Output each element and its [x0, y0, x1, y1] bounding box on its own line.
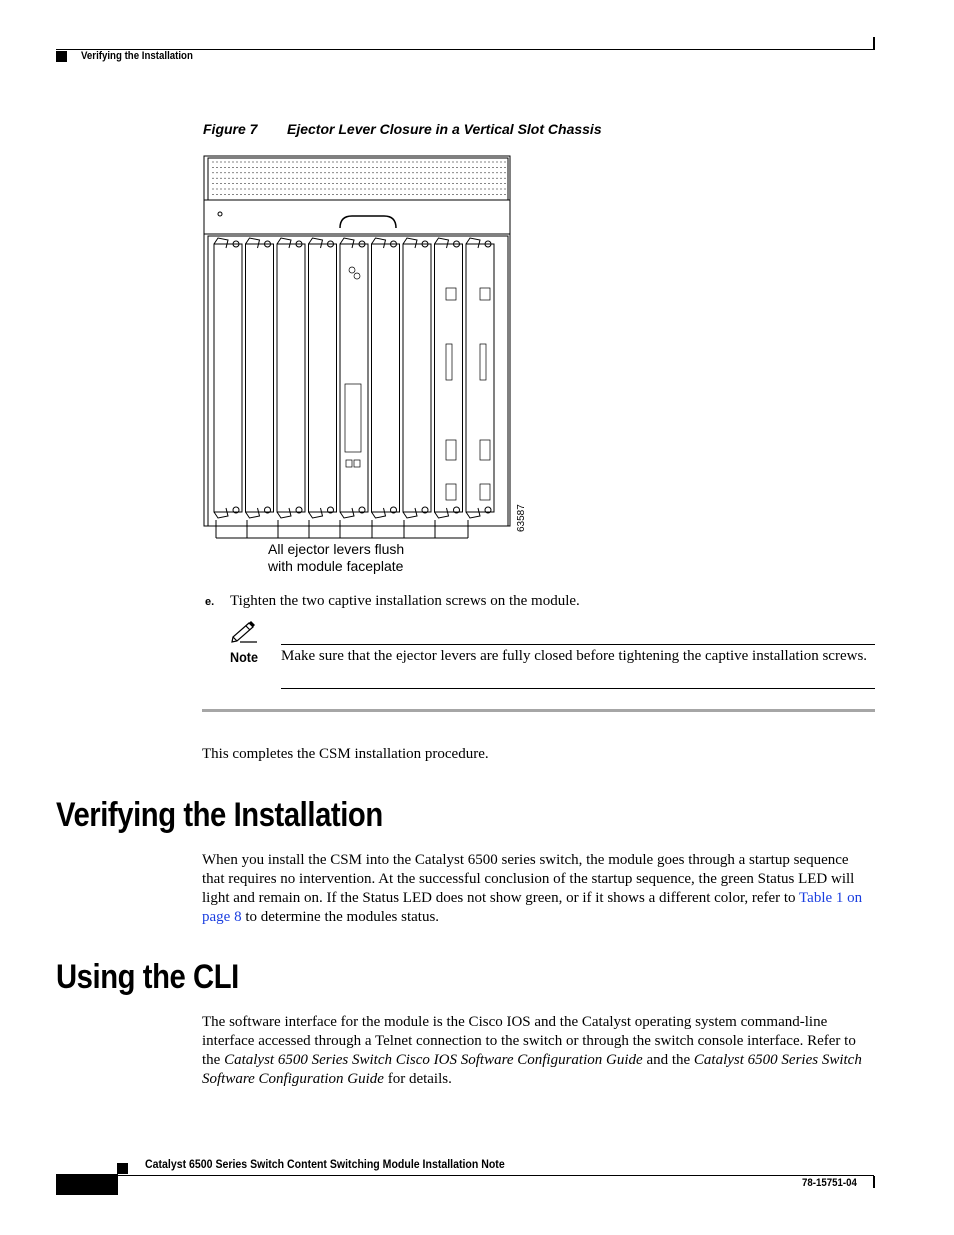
module-slot: [372, 238, 400, 518]
note-label: Note: [230, 649, 259, 665]
footer-doc-number: 78-15751-04: [802, 1177, 857, 1189]
fan-grille: [208, 158, 508, 200]
cli-text-1: The software interface for the module is the Cisco IOS and the Catalyst operating system command-line interface accessed through a Telnet connection to the switch or through the switch console interface. Refer to the: [202, 1014, 856, 1068]
module-slot: [435, 238, 463, 518]
cli-guide-title-2: Catalyst 6500 Series Switch Software Configuration Guide: [202, 1052, 862, 1087]
cli-text-3: for details.: [383, 1071, 452, 1087]
callout-line-1: All ejector levers flush: [268, 541, 405, 557]
footer-page-number: 20: [76, 1176, 92, 1192]
cli-paragraph: [202, 1013, 874, 1089]
heading-verifying-installation: Verifying the Installation: [56, 796, 383, 834]
header-marker: [56, 51, 67, 62]
chassis-handle: [340, 216, 396, 228]
procedure-end-rule: [202, 709, 875, 712]
callout-bracket: [216, 520, 468, 538]
figure-caption: [203, 121, 602, 137]
module-slot: [403, 238, 431, 518]
figure-title: Ejector Lever Closure in a Vertical Slot Chassis: [287, 121, 602, 137]
footer-rule: [117, 1175, 874, 1176]
verify-paragraph: [202, 851, 874, 927]
figure-number: Figure 7: [203, 121, 258, 137]
module-slot: [340, 238, 368, 518]
module-slot: [277, 238, 305, 518]
supervisor-module-details: [345, 267, 490, 500]
fan-grille-holes: [212, 162, 506, 194]
chassis-outline: [204, 156, 510, 526]
verify-text-2: to determine the modules status.: [241, 909, 440, 925]
figure-callout: [268, 541, 404, 575]
callout-line-2: with module faceplate: [268, 558, 404, 574]
note-text: Make sure that the ejector levers are fully closed before tightening the captive installation screws.: [281, 648, 868, 664]
heading-using-cli: Using the CLI: [56, 958, 239, 996]
chassis-illustration: [198, 148, 538, 548]
footer-marker: [117, 1163, 128, 1174]
cli-guide-title-1: Catalyst 6500 Series Switch Cisco IOS Software Configuration Guide: [224, 1052, 643, 1068]
footer-title: Catalyst 6500 Series Switch Content Switching Module Installation Note: [145, 1157, 505, 1171]
step-letter: e.: [205, 596, 215, 608]
module-slot: [246, 238, 274, 518]
verify-text-1: When you install the CSM into the Catalyst 6500 series switch, the module goes through a startup sequence that requires no intervention. At the successful conclusion of the startup sequence, the green Status LED will light and remain on. If the Status LED does not show green, or if it shows a different color, refer to: [202, 852, 855, 906]
module-slot: [214, 238, 242, 518]
footer-tick: [873, 1176, 875, 1188]
note-pencil-icon: [230, 620, 260, 644]
module-slot: [309, 238, 337, 518]
note-rule-bottom: [281, 688, 875, 689]
note-rule-top: [281, 644, 875, 645]
header-section-title: Verifying the Installation: [81, 50, 193, 62]
step-text: Tighten the two captive installation screws on the module.: [230, 593, 580, 609]
figure-id-number: 63587: [516, 504, 527, 532]
completion-text: This completes the CSM installation procedure.: [202, 746, 489, 762]
cli-text-2: and the: [642, 1052, 694, 1068]
table-1-link[interactable]: Table 1 on page 8: [202, 890, 863, 925]
